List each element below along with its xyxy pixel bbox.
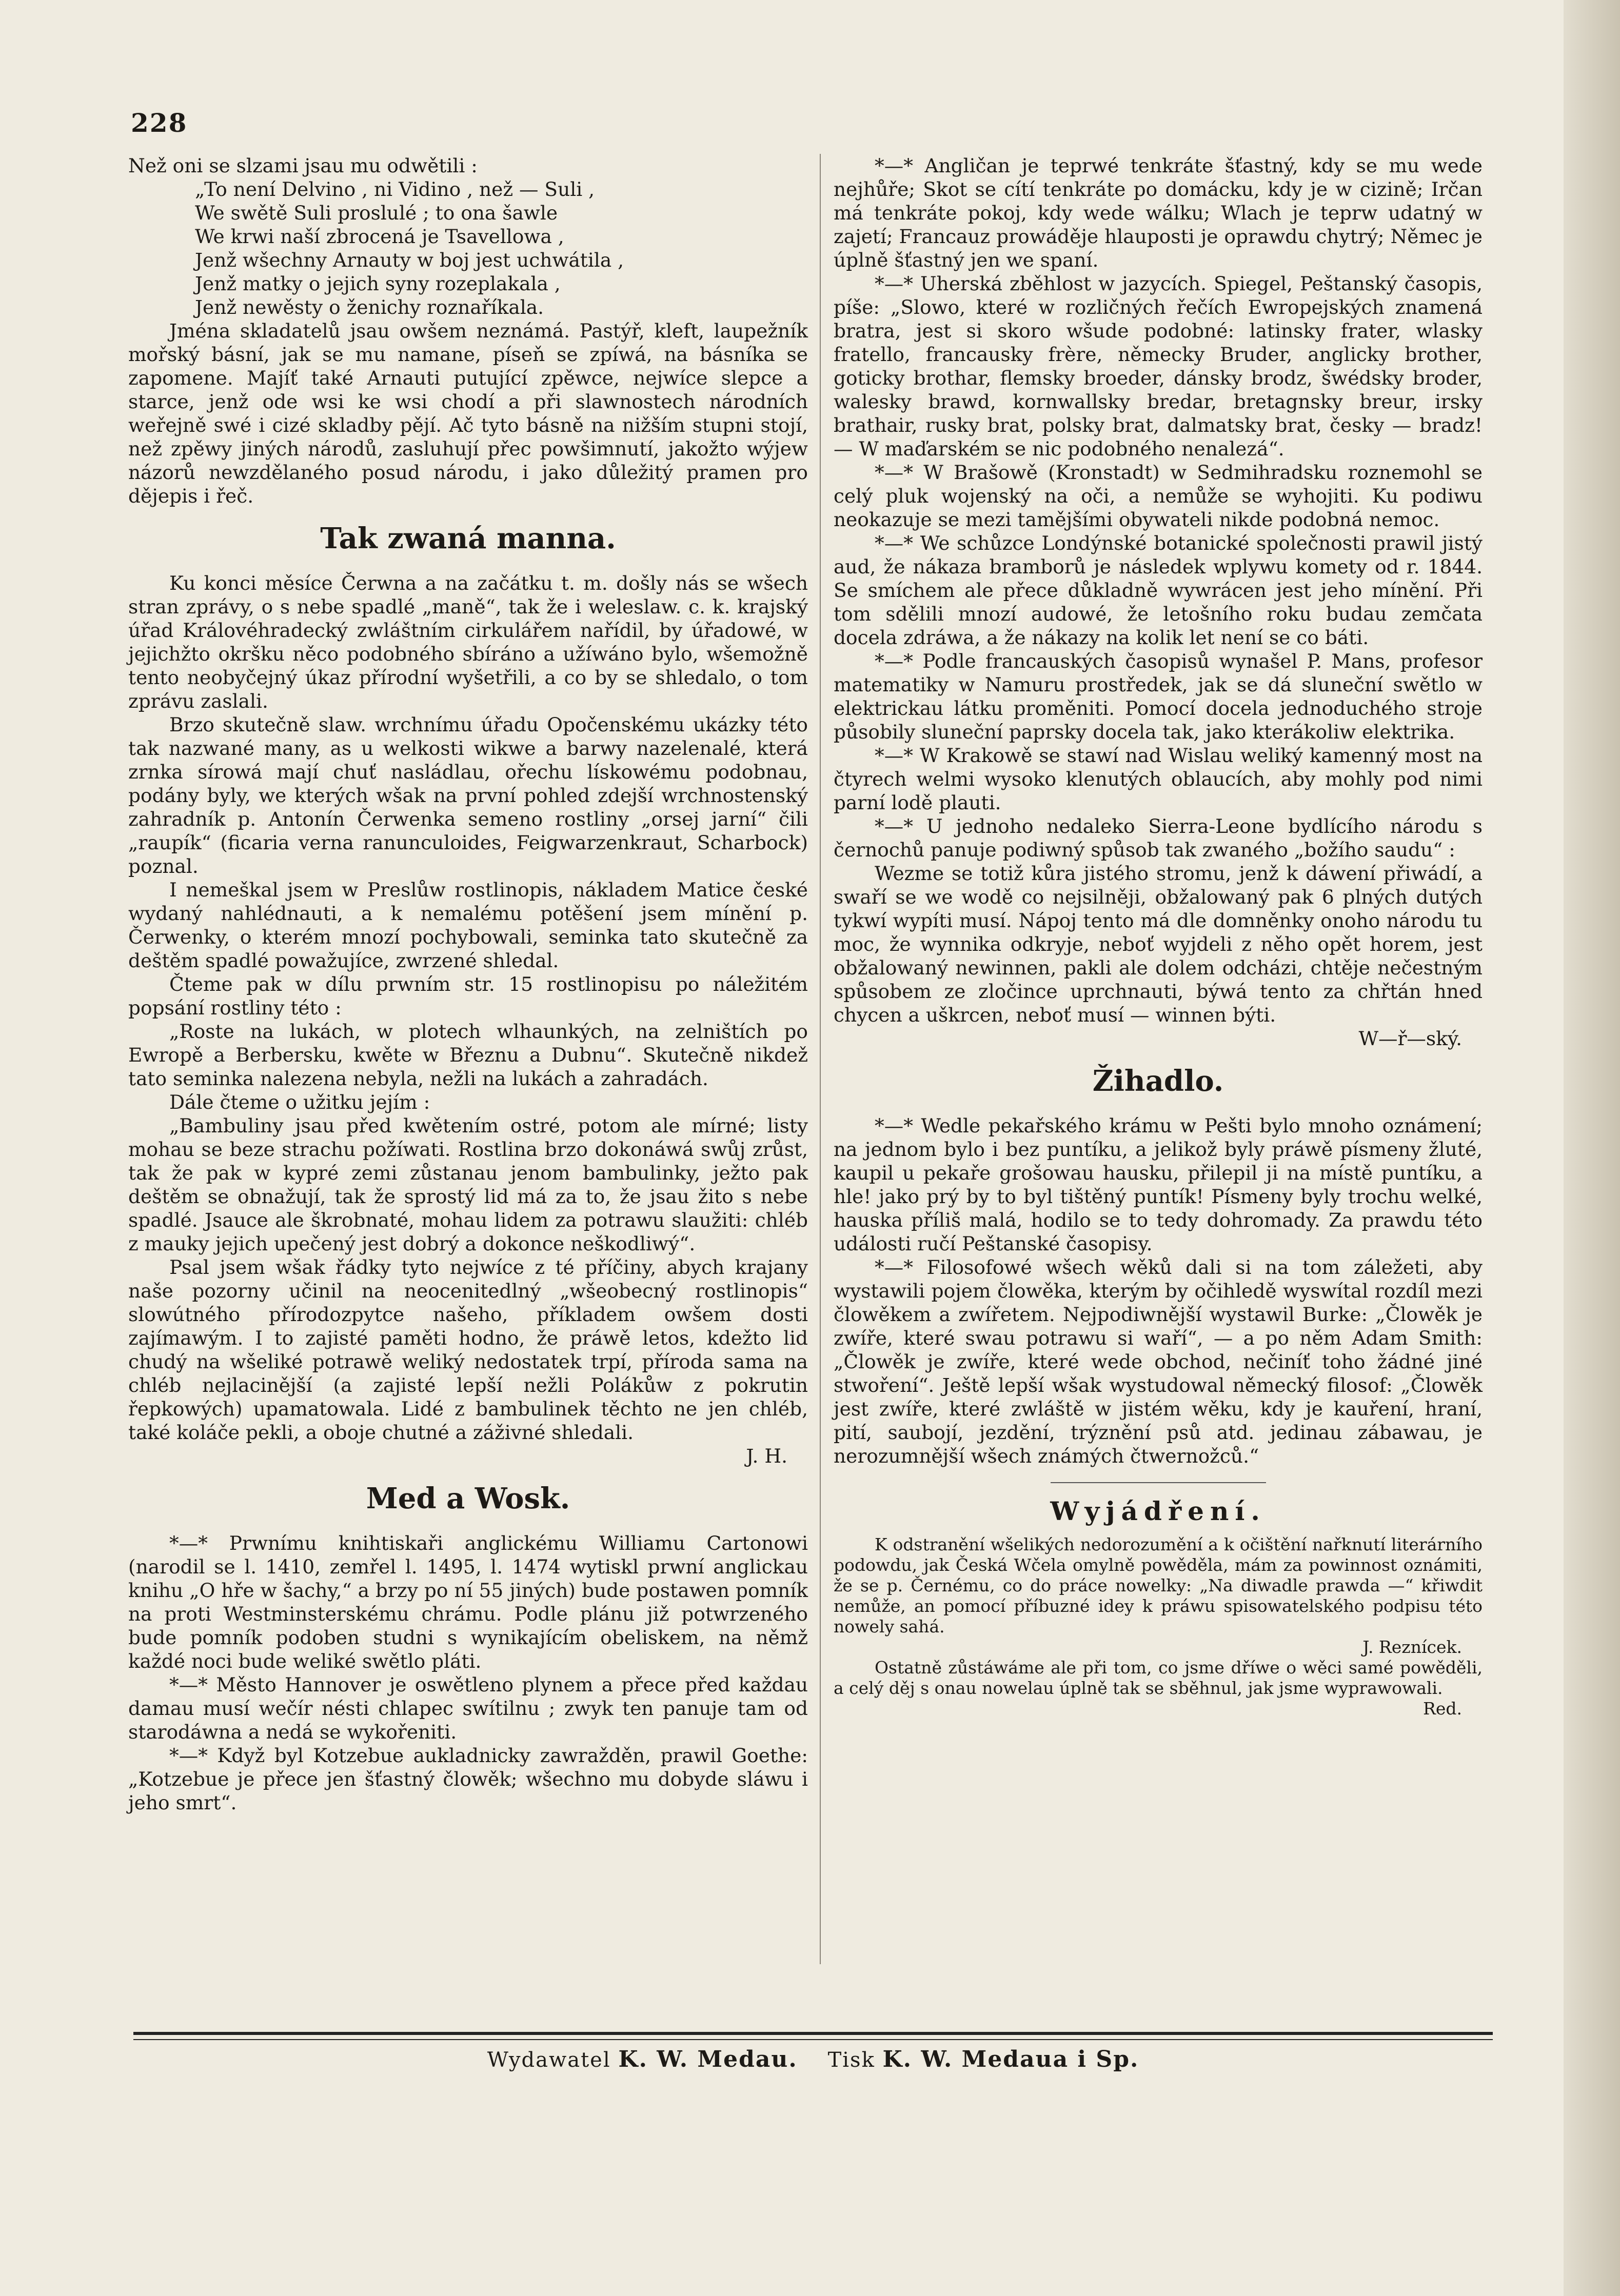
news-item: *—* Filosofowé wšech wěků dali si na tom záležeti, aby wystawili pojem člowěka, kterým by očihledě wyswítal rozdíl mezi člowěkem a zwířetem. Nejpodiwnější wystawil Burke: „Člowěk je zwíře, které swau potrawu si waří“, — a po něm Adam Smith: „Člowěk je zwíře, které wede obchod, nečiníť toho žádné jiné stwoření“. Ještě lepší wšak wystudowal německý filosof: „Člowěk jest zwíře, které zwláště w jistém wěku, kdy je kauření, hraní, pití, saubojí, jezdění, trýznění psů atd. jedinau zábawau, je nerozumnější wšech známých čtwernožců.“ — [834, 1256, 1483, 1467]
paragraph: Brzo skutečně slaw. wrchnímu úřadu Opočenskému ukázky této tak nazwané many, as u welkosti wikwe a barwy nazelenalé, která zrnka sírowá mají chuť nasládlau, ořechu lískowému podobnau, podány byly, we kterých wšak na první pohled zdejší wrchnostenský zahradník p. Antonín Čerwenka semeno rostliny „orsej jarní“ čili „raupík“ (ficaria verna ranunculoides, Feigwarzenkraut, Scharbock) poznal. — [128, 713, 808, 877]
printer-label: Tisk — [827, 2048, 875, 2072]
notice-paragraph: K odstranění wšelikých nedorozumění a k očištění nařknutí literárního podowdu, jak Česká Wčela omylně powěděla, mám za powinnost oznámiti, že se p. Černému, co do práce nowelky: „Na diwadle prawda —“ křiwdit nemůže, an pomocí příbuzné idey k práwu spisowatelského podpisu této nowely sahá. — [834, 1534, 1483, 1636]
paragraph: Dále čteme o užitku jejím : — [169, 1091, 430, 1113]
verse-line: We krwi naší zbrocená je Tsavellowa , — [195, 225, 564, 248]
author-signature: J. H. — [746, 1445, 787, 1467]
left-column — [128, 154, 808, 1814]
news-item: *—* W Krakowě se stawí nad Wislau weliký kamenný most na čtyrech welmi wysoko klenutých oblaucích, aby mohly pod nimi parní lodě plauti. — [834, 744, 1483, 814]
article-heading-zihadlo: Žihadlo. — [1092, 1064, 1224, 1098]
right-column — [834, 154, 1483, 1719]
paragraph: Wezme se totiž kůra jistého stromu, jenž k dáwení přiwádí, a swaří se we wodě co nejsilněji, obžalowaný pak 6 plných dutých tykwí wypíti musí. Nápoj tento má dle domněnky onoho národu tu moc, že wynnika odkryje, neboť wyjdeli z něho opět horem, jest obžalowaný newinnen, pakli ale dolem odcházi, chtěje nečestným spůsobem ze zločince uprchnauti, býwá tento za chřtán hned chycen a uškrcen, neboť musí — winnen býti. — [834, 862, 1483, 1026]
footer-rule — [133, 2032, 1493, 2040]
article-heading-med: Med a Wosk. — [366, 1482, 570, 1515]
verse-line: Jenž wšechny Arnauty w boj jest uchwátila , — [195, 249, 624, 271]
quotation: „Bambuliny jsau před kwětením ostré, potom ale mírné; listy mohau se beze strachu požíwati. Rostlina brzo dokonáwá swůj zrůst, tak že pak w kypré zemi zůstanau jenom bambulinky, ježto pak deštěm se obnažují, tak že sprostý lid má za to, že jsau žito s nebe spadlé. Jsauce ale škrobnaté, mohau lidem za potrawu slaužiti: chléb z mauky jejich upečený jest dobrý a dokonce neškodliwý“. — [128, 1114, 808, 1255]
editor-signature: Red. — [1423, 1699, 1462, 1719]
news-item: *—* Wedle pekařského krámu w Pešti bylo mnoho oznámení; na jednom bylo i bez puntíku, a jelikož byly práwě písmeny žluté, kaupil u pekaře grošowau hausku, přilepil ji na místě puntíku, a hle! jako prý by to byl tištěný puntík! Písmeny byly trochu welké, hauska příliš malá, hodilo se to tedy dohromady. Za prawdu této události ručí Peštanské časopisy. — [834, 1114, 1483, 1255]
column-divider — [820, 154, 821, 1964]
paragraph: Psal jsem wšak řádky tyto nejwíce z té příčiny, abych krajany naše pozorny učinil na neocenitedlný „wšeobecný rostlinopis“ slowútného přírodozpytce našeho, příkladem owšem dosti zajímawým. I to zajisté paměti hodno, že práwě letos, kdežto lid chudý na wšeliké potrawě weliký nedostatek trpí, příroda sama na chléb nejlacinější (a zajisté lepší nežli Polákůw z pokrutin řepkowých) upamatowala. Lidé z bambulinek těchto ne jen chléb, také koláče pekli, a oboje chutné a záživné shledali. — [128, 1256, 808, 1444]
news-item: *—* Angličan je teprwé tenkráte šťastný, kdy se mu wede nejhůře; Skot se cítí tenkráte po domácku, kdy je w cizině; Irčan má tenkráte pokoj, kdy wede wálku; Wlach je teprw udatný w zajetí; Francauz prowáděje hlauposti je oprawdu chytrý; Němec je úplně šťastný jen we spaní. — [834, 154, 1483, 271]
news-item: *—* W Brašowě (Kronstadt) w Sedmihradsku roznemohl se celý pluk wojenský na oči, a nemůže se wyhojiti. Ku podiwu neokazuje se mezi tamějšími obywateli nikde podobná nemoc. — [834, 461, 1483, 531]
news-item: *—* Uherská zběhlost w jazycích. Spiegel, Peštanský časopis, píše: „Slowo, které w rozličných řečích Ewropejských znamená bratra, jest si skoro wšude podobné: latinsky frater, wlasky fratello, francausky frère, německy Bruder, anglicky brother, goticky brothar, flemsky broeder, dánsky brodz, šwédsky broder, walesky brawd, kornwallsky bredar, bretagnsky breur, irsky brathair, rusky brat, polsky brat, dalmatsky brat, česky — bradz! — W maďarském se nic podobného nenalezá“. — [834, 272, 1483, 460]
paragraph: Čteme pak w dílu prwním str. 15 rostlinopisu po náležitém popsání rostliny této : — [128, 973, 808, 1019]
verse-line: We swětě Suli proslulé ; to ona šawle — [195, 202, 558, 224]
publisher-label: Wydawatel — [487, 2048, 611, 2072]
news-item: *—* Prwnímu knihtiskaři anglickému Williamu Cartonowi (narodil se l. 1410, zemřel l. 1495, l. 1474 wytiskl prwní anglickau knihu „O hře w šachy,“ a brzy po ní 55 jiných) bude postawen pomník na proti Westminsterskému chrámu. Podle plánu již potwrzeného bude pomník podoben studni s wynikajícím obeliskem, na němž každé noci bude weliké swětlo pláti. — [128, 1532, 808, 1672]
news-item: *—* U jednoho nedaleko Sierra-Leone bydlícího národu s černochů panuje podiwný spůsob tak zwaného „božího saudu“ : — [834, 815, 1483, 861]
poem-verse — [128, 177, 808, 319]
verse-line: Jenž matky o jejich syny rozeplakala , — [195, 272, 561, 295]
printer-name: K. W. Medaua i Sp. — [882, 2046, 1139, 2072]
paragraph: Ku konci měsíce Čerwna a na začátku t. m. došly nás se wšech stran zprávy, o s nebe spadlé „maně“, tak že i weleslaw. c. k. krajský úřad Královéhradecký zwláštním cirkulářem nařídil, by úřadowé, w jejichžto okršku něco podobného sbíráno a užíwáno bylo, wšemožně tento neobyčejný úkaz přírodní wyšetřili, a co by se shledalo, o tom zprávu zaslali. — [128, 572, 808, 712]
paragraph: Jména skladatelů jsau owšem neznámá. Pastýř, kleft, laupežník mořský básní, jak se mu namane, píseň se zpíwá, na básníka se zapomene. Majíť také Arnauti putující zpěwce, nejwíce slepce a starce, jenž ode wsi ke wsi chodí a při slawnostech národních weřejně swé i cizé skladby pějí. Ač tyto básně na nižším stupni stojí, než zpěwy jiných národů, zasluhují přec powšimnutí, jakožto wýjew názorů newzdělaného posud národu, i jako důležitý pramen pro dějepis i řeč. — [128, 320, 808, 507]
author-signature: W—ř—ský. — [1358, 1027, 1462, 1050]
imprint-footer — [133, 2046, 1493, 2072]
news-item: *—* Město Hannover je oswětleno plynem a přece před každau damau musí wečír nésti chlapec swítilnu ; zwyk ten panuje tam od starodáwna a nedá se wykořeniti. — [128, 1673, 808, 1743]
verse-intro: Než oni se slzami jsau mu odwětili : — [128, 154, 478, 177]
author-signature: J. Reznícek. — [1362, 1637, 1462, 1657]
quotation: „Roste na lukách, w plotech wlhaunkých, na zelništích po Ewropě a Berbersku, kwěte w Březnu a Dubnu“. Skutečně nikdež tato seminka nalezena nebyla, nežli na lukách a zahradách. — [128, 1020, 808, 1090]
news-item: *—* Podle francauských časopisů wynašel P. Mans, profesor matematiky w Namuru prostředek, jak se dá sluneční swětlo w elektrickau látku proměniti. Pomocí docela jednoduchého stroje působily sluneční paprsky docela tak, jako kterákoliw elektrika. — [834, 650, 1483, 743]
notice-paragraph: Ostatně zůstáwáme ale při tom, co jsme dříwe o wěci samé powěděli, a celý děj s onau nowelau úplně tak se sběhnul, jak jsme wyprawowali. — [834, 1658, 1483, 1698]
verse-line: „To není Delvino , ni Vidino , než — Suli , — [195, 178, 595, 201]
page-number: 228 — [131, 108, 188, 138]
paragraph: I nemeškal jsem w Preslůw rostlinopis, nákladem Matice české wydaný nahlédnauti, a k nemalému potěšení jsem mínění p. Čerwenky, o kterém mnozí pochybowali, seminka tato skutečně za deštěm spadlé powažujíce, zwrzené shledal. — [128, 879, 808, 972]
publisher-name: K. W. Medau. — [618, 2046, 798, 2072]
article-heading-manna: Tak zwaná manna. — [320, 522, 616, 555]
article-heading-wyjadreni: Wyjádření. — [1050, 1496, 1266, 1526]
verse-line: Jenž newěsty o ženichy roznaříkala. — [195, 296, 544, 318]
page-binding-edge — [1564, 0, 1620, 2296]
news-item: *—* Když byl Kotzebue aukladnicky zawražděn, prawil Goethe: „Kotzebue je přece jen šťastný člowěk; wšechno mu dobyde sláwu i jeho smrt“. — [128, 1744, 808, 1814]
section-rule — [1051, 1482, 1266, 1483]
news-item: *—* We schůzce Londýnské botanické společnosti prawil jistý aud, že nákaza bramborů je následek wplywu komety od r. 1844. Se smíchem ale přece důkladně wywrácen jest jeho mínění. Při tom sdělili mnozí audowé, že letošního roku budau zemčata docela zdráwa, a že nákazy na kolik let není se co báti. — [834, 532, 1483, 649]
